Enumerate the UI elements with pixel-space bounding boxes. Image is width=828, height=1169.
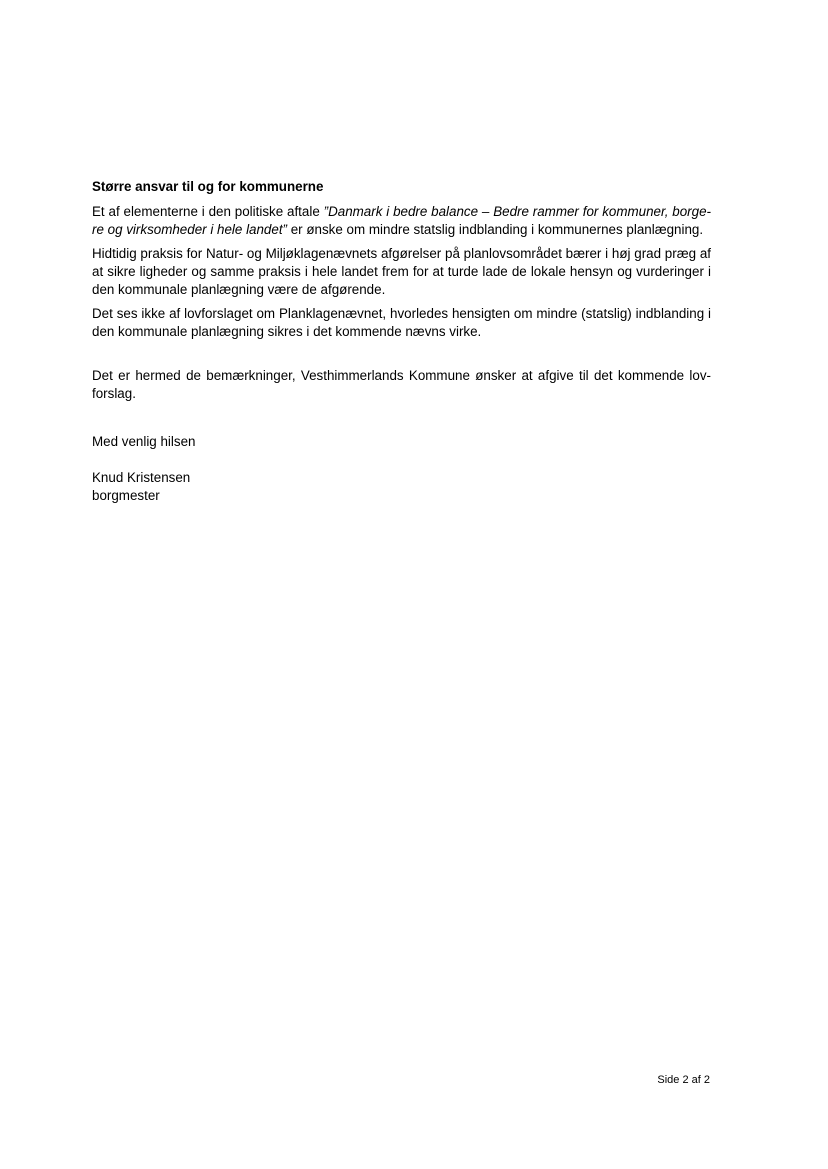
paragraph-1-text-start: Et af elementerne i den politiske aftale: [92, 204, 324, 219]
signer-title: borgmester: [92, 488, 160, 503]
letter-body: [92, 178, 711, 505]
paragraph-bill-concern: Det ses ikke af lovforslaget om Planklagenævnet, hvorledes hensigten om mindre (statslig) indblanding i den kommunale planlægning sikres i det kommende nævns virke.: [92, 306, 711, 339]
page-number: Side 2 af 2: [657, 1074, 710, 1086]
signature-block: [92, 469, 711, 505]
paragraph-political-agreement: [92, 203, 711, 239]
closing-greeting: Med venlig hilsen: [92, 434, 196, 449]
section-heading: Større ansvar til og for kommunerne: [92, 179, 324, 194]
paragraph-board-practice: Hidtidig praksis for Natur- og Miljøklagenævnets afgørelser på planlovsområdet bærer i høj grad præg af at sikre ligheder og samme praksis i hele landet frem for at turde lade de lokale hensyn og vurderinger i den kommunale planlægning være de afgørende.: [92, 246, 711, 297]
paragraph-1-text-end: er ønske om mindre statslig indblanding i kommunernes planlægning.: [287, 222, 704, 237]
agreement-title: ”Danmark i bedre balance – Bedre rammer for kommuner, borge-re og virksomheder i hele landet”: [92, 204, 711, 237]
paragraph-remarks-conclusion: Det er hermed de bemærkninger, Vesthimmerlands Kommune ønsker at afgive til det kommende lov-forslag.: [92, 368, 711, 401]
signer-name: Knud Kristensen: [92, 470, 191, 485]
